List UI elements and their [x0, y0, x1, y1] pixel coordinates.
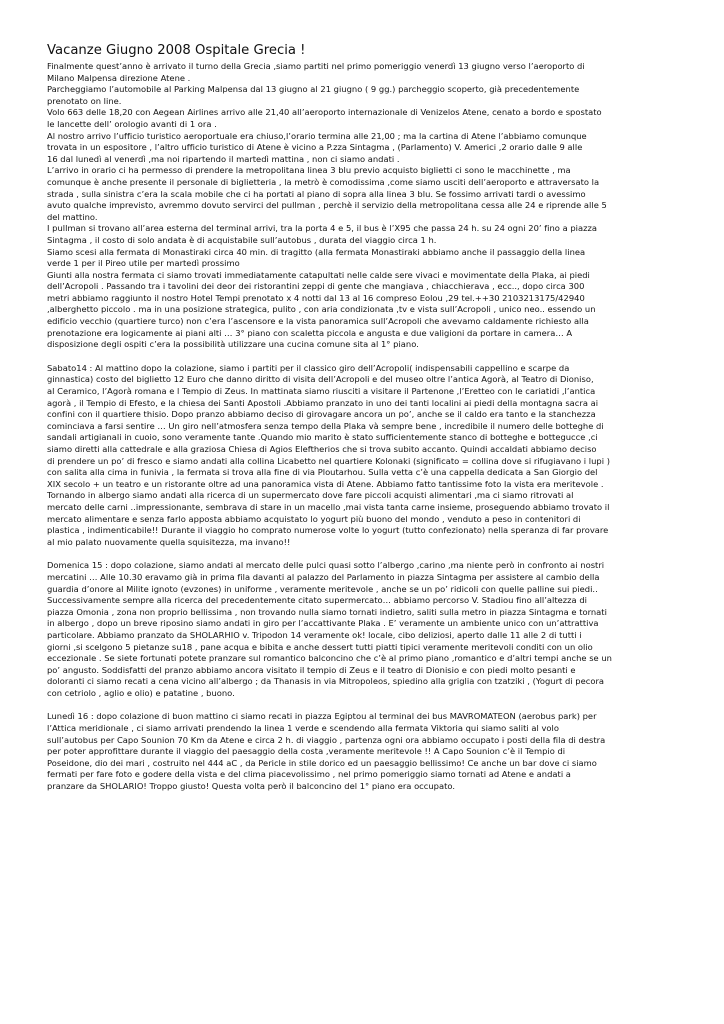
- text-line: confini con il quartiere thisio. Dopo pranzo abbiamo deciso di girovagare ancora un po’, anche se il caldo era tanto e la stanchezza: [47, 409, 596, 420]
- text-line: pranzare da SHOLARIO! Troppo giusto! Questa volta però il balconcino del 1° piano era occupato.: [47, 781, 456, 792]
- text-line: per poter approfittare durante il viaggio del paesaggio della costa ,veramente meritevole !! A Capo Sounion c’è il Tempio di: [47, 746, 566, 757]
- text-line: Volo 663 delle 18,20 con Aegean Airlines arrivo alle 21,40 all’aeroporto internazionale di Venizelos Atene, cenato a bordo e spostato: [47, 107, 602, 118]
- text-line: I pullman si trovano all’area esterna del terminal arrivi, tra la porta 4 e 5, il bus è l’X95 che passa 24 h. su 24 ogni 20’ fino a piazza: [47, 223, 598, 234]
- text-line: particolare. Abbiamo pranzato da SHOLARHIO v. Tripodon 14 veramente ok! locale, cibo deliziosi, aperto dalle 11 alle 2 di tutti i: [47, 629, 582, 640]
- text-line: doloranti ci siamo recati a cena vicino all’albergo ; da Thanasis in via Mitropoleos, spiedino alla griglia con tzatziki , (Yogurt di pecora: [47, 676, 605, 687]
- text-line: in albergo , dopo un breve riposino siamo andati in giro per l’accattivante Plaka . E’ veramente un ambiente unico con un’attrattiva: [47, 618, 599, 629]
- text-line: di prendere un po’ di fresco e siamo andati alla collina Licabetto nel quartiere Kolonaki (significato = collina dove si rifugiavano i lupi ): [47, 455, 610, 466]
- paragraph: [47, 363, 678, 549]
- text-line: le lancette dell’ orologio avanti di 1 ora .: [47, 118, 217, 129]
- text-line: giorni ,si scelgono 5 pietanze su18 , pane acqua e bibita e anche dessert tutti piatti tipici veramente meritevoli conditi con un olio: [47, 641, 593, 652]
- text-line: con cetriolo , aglio e olio) e patatine , buono.: [47, 687, 235, 698]
- text-line: Domenica 15 : dopo colazione, siamo andati al mercato delle pulci quasi sotto l’albergo ,carino ,ma niente però in confronto ai nostri: [47, 560, 605, 571]
- text-line: l’Attica meridionale , ci siamo arrivati prendendo la linea 1 verde e scendendo alla fermata Viktoria qui siamo saliti al volo: [47, 723, 559, 734]
- paragraph-gap: [47, 351, 678, 363]
- paragraph: [47, 711, 678, 792]
- text-line: Parcheggiamo l’automobile al Parking Malpensa dal 13 giugno al 21 giugno ( 9 gg.) parcheggio scoperto, già precedentemente: [47, 84, 580, 95]
- text-line: prenotazione era logicamente ai piani alti … 3° piano con scaletta piccola e angusta e due valigioni da portare in camera… A: [47, 327, 573, 338]
- text-line: fermati per fare foto e godere della vista e del clima piacevolissimo , nel primo pomeriggio siamo tornati ad Atene e andati a: [47, 769, 571, 780]
- text-line: agorà , il Tempio di Efesto, e la chiesa dei Santi Apostoli .Abbiamo pranzato in uno dei tanti localini ai piedi della montagna sacra ai: [47, 397, 599, 408]
- text-line: edificio vecchio (quartiere turco) non c’era l’ascensore e la vista panoramica sull’Acropoli che avevamo caldamente richiesto alla: [47, 316, 589, 327]
- text-line: Giunti alla nostra fermata ci siamo trovati immediatamente catapultati nelle calde sere vivaci e movimentate della Plaka, ai piedi: [47, 269, 590, 280]
- text-line: verde 1 per il Pireo utile per martedì prossimo: [47, 258, 240, 269]
- text-line: metri abbiamo raggiunto il nostro Hotel Tempi prenotato x 4 notti dal 13 al 16 compreso Eolou ,29 tel.++30 2103213175/42940: [47, 292, 585, 303]
- text-line: Lunedì 16 : dopo colazione di buon mattino ci siamo recati in piazza Egiptou al terminal dei bus MAVROMATEON (aerobus park) per: [47, 711, 597, 722]
- text-line: mercato alimentare e senza farlo apposta abbiamo acquistato lo yogurt più buono del mondo , venduto a peso in contenitori di: [47, 513, 581, 524]
- text-line: mercatini … Alle 10.30 eravamo già in prima fila davanti al palazzo del Parlamento in piazza Sintagma per assistere al cambio della: [47, 571, 600, 582]
- text-line: al mio palato nuovamente quella squisitezza, ma invano!!: [47, 536, 291, 547]
- text-line: Finalmente quest’anno è arrivato il turno della Grecia ,siamo partiti nel primo pomeriggio venerdì 13 giugno verso l’aeroporto di: [47, 61, 585, 71]
- text-line: ginnastica) costo del biglietto 12 Euro che danno diritto di visita dell’Acropoli e del museo oltre l’antica Agorà, al Teatro di Dioniso,: [47, 374, 594, 385]
- text-line: 16 dal lunedì al venerdì ,ma noi ripartendo il martedì mattina , non ci siamo andati .: [47, 153, 400, 164]
- text-line: Sintagma , il costo di solo andata è di acquistabile sull’autobus , durata del viaggio circa 1 h.: [47, 234, 437, 245]
- text-line: Sabato14 : Al mattino dopo la colazione, siamo i partiti per il classico giro dell’Acropoli( indispensabili cappellino e scarpe da: [47, 362, 570, 373]
- document-body: [47, 61, 678, 793]
- text-line: siamo diretti alla cattedrale e alla graziosa Chiesa di Agios Eleftherios che si trova subito accanto. Quindi accaldati abbiamo deciso: [47, 444, 597, 454]
- text-line: del mattino.: [47, 211, 98, 222]
- text-line: ,alberghetto piccolo . ma in una posizione strategica, pulito , con aria condizionata ,tv e vista sull’Acropoli , unico neo.. essendo un: [47, 304, 596, 315]
- paragraph: [47, 61, 678, 351]
- text-line: Milano Malpensa direzione Atene .: [47, 72, 191, 83]
- text-line: Poseidone, dio dei mari , costruito nel 444 aC , da Pericle in stile dorico ed un paesaggio bellissimo! Ce anche un bar dove ci siamo: [47, 757, 597, 768]
- text-line: eccezionale . Se siete fortunati potete pranzare sul romantico balconcino che c’è al primo piano ,romantico e d’altri tempi anche se un: [47, 653, 612, 664]
- paragraph-gap: [47, 548, 678, 560]
- text-line: XIX secolo + un teatro e un ristorante oltre ad una panoramica vista di Atene. Abbiamo fatto tantissime foto la vista era meritevole .: [47, 478, 604, 489]
- text-line: mercato delle carni ..impressionante, sembrava di stare in un macello ,mai vista tanta carne insieme, proseguendo abbiamo trovato il: [47, 501, 610, 512]
- text-line: plastica , indimenticabile!! Durante il viaggio ho comprato numerose volte lo yogurt (tutto confezionato) nella speranza di far provare: [47, 525, 609, 536]
- text-line: Siamo scesi alla fermata di Monastiraki circa 40 min. di tragitto (alla fermata Monastiraki abbiamo anche il passaggio della linea: [47, 246, 586, 257]
- text-line: con salita alla cima in funivia , la fermata si trova alla fine di via Ploutarhou. Sulla vetta c’è una cappella dedicata a San Giorgio del: [47, 467, 598, 478]
- text-line: Tornando in albergo siamo andati alla ricerca di un supermercato dove fare piccoli acquisti alimentari ,ma ci siamo ritrovati al: [47, 490, 574, 501]
- text-line: al Ceramico, l’Agorà romana e l Tempio di Zeus. In mattinata siamo riusciti a visitare il Partenone ,l’Eretteo con le cariatidi ,l’antica: [47, 386, 596, 397]
- text-line: disposizione degli ospiti c’era la possibilità utilizzare una cucina comune sita al 1° piano.: [47, 339, 419, 350]
- text-line: sull’autobus per Capo Sounion 70 Km da Atene e circa 2 h. di viaggio , partenza ogni ora abbiamo occupato i posti della fila di destra: [47, 734, 606, 745]
- text-line: Successivamente sempre alla ricerca del precedentemente citato supermercato… abbiamo percorso V. Stadiou fino all’altezza di: [47, 595, 587, 606]
- document-title: Vacanze Giugno 2008 Ospitale Grecia !: [47, 43, 306, 58]
- text-line: strada , sulla sinistra c’era la scala mobile che ci ha portati al piano di sopra alla linea 3 blu. Se fossimo arrivati tardi o avessimo: [47, 188, 586, 199]
- paragraph: [47, 560, 678, 699]
- text-line: avuto qualche imprevisto, avremmo dovuto servirci del pullman , perchè il servizio della metropolitana cessa alle 24 e riprende alle 5: [47, 200, 607, 211]
- text-line: Al nostro arrivo l’ufficio turistico aeroportuale era chiuso,l’orario termina alle 21,00 ; ma la cartina di Atene l’abbiamo comunque: [47, 130, 587, 141]
- text-line: comunque è anche presente il personale di biglietteria , la metrò è comodissima ,come siamo usciti dell’aeroporto e attraversato la: [47, 176, 600, 187]
- paragraph-gap: [47, 699, 678, 711]
- text-line: prenotato on line.: [47, 95, 122, 106]
- text-line: piazza Omonia , zona non proprio bellissima , non trovando nulla siamo tornati indietro, saliti sulla metro in piazza Sintagma e tornati: [47, 606, 607, 617]
- text-line: L’arrivo in orario ci ha permesso di prendere la metropolitana linea 3 blu previo acquisto biglietti ci sono le macchinette , ma: [47, 165, 571, 176]
- text-line: dell’Acropoli . Passando tra i tavolini dei deor dei ristorantini zeppi di gente che mangiava , chiacchierava , ecc.., dopo circa 300: [47, 281, 585, 292]
- text-line: cominciava a farsi sentire … Un giro nell’atmosfera senza tempo della Plaka và sempre bene , incredibile il numero delle botteghe di: [47, 420, 604, 431]
- text-line: po’ angusto. Soddisfatti del pranzo abbiamo ancora visitato il tempio di Zeus e il teatro di Dionisio e con piedi molto pesanti e: [47, 664, 576, 675]
- text-line: trovata in un espositore , l’altro ufficio turistico di Atene è vicino a P.zza Sintagma , (Parlamento) V. Americi ,2 orario dalle 9 alle: [47, 142, 583, 153]
- text-line: sandali artigianali in cuoio, sono veramente tante .Quando mio marito è stato sufficientemente stanco di botteghe e botteguccе ,ci: [47, 432, 598, 443]
- text-line: guardia d’onore al Milite ignoto (evzones) in uniforme , veramente meritevole , anche se un po’ ridicoli con quelle palline sui piedi..: [47, 583, 598, 594]
